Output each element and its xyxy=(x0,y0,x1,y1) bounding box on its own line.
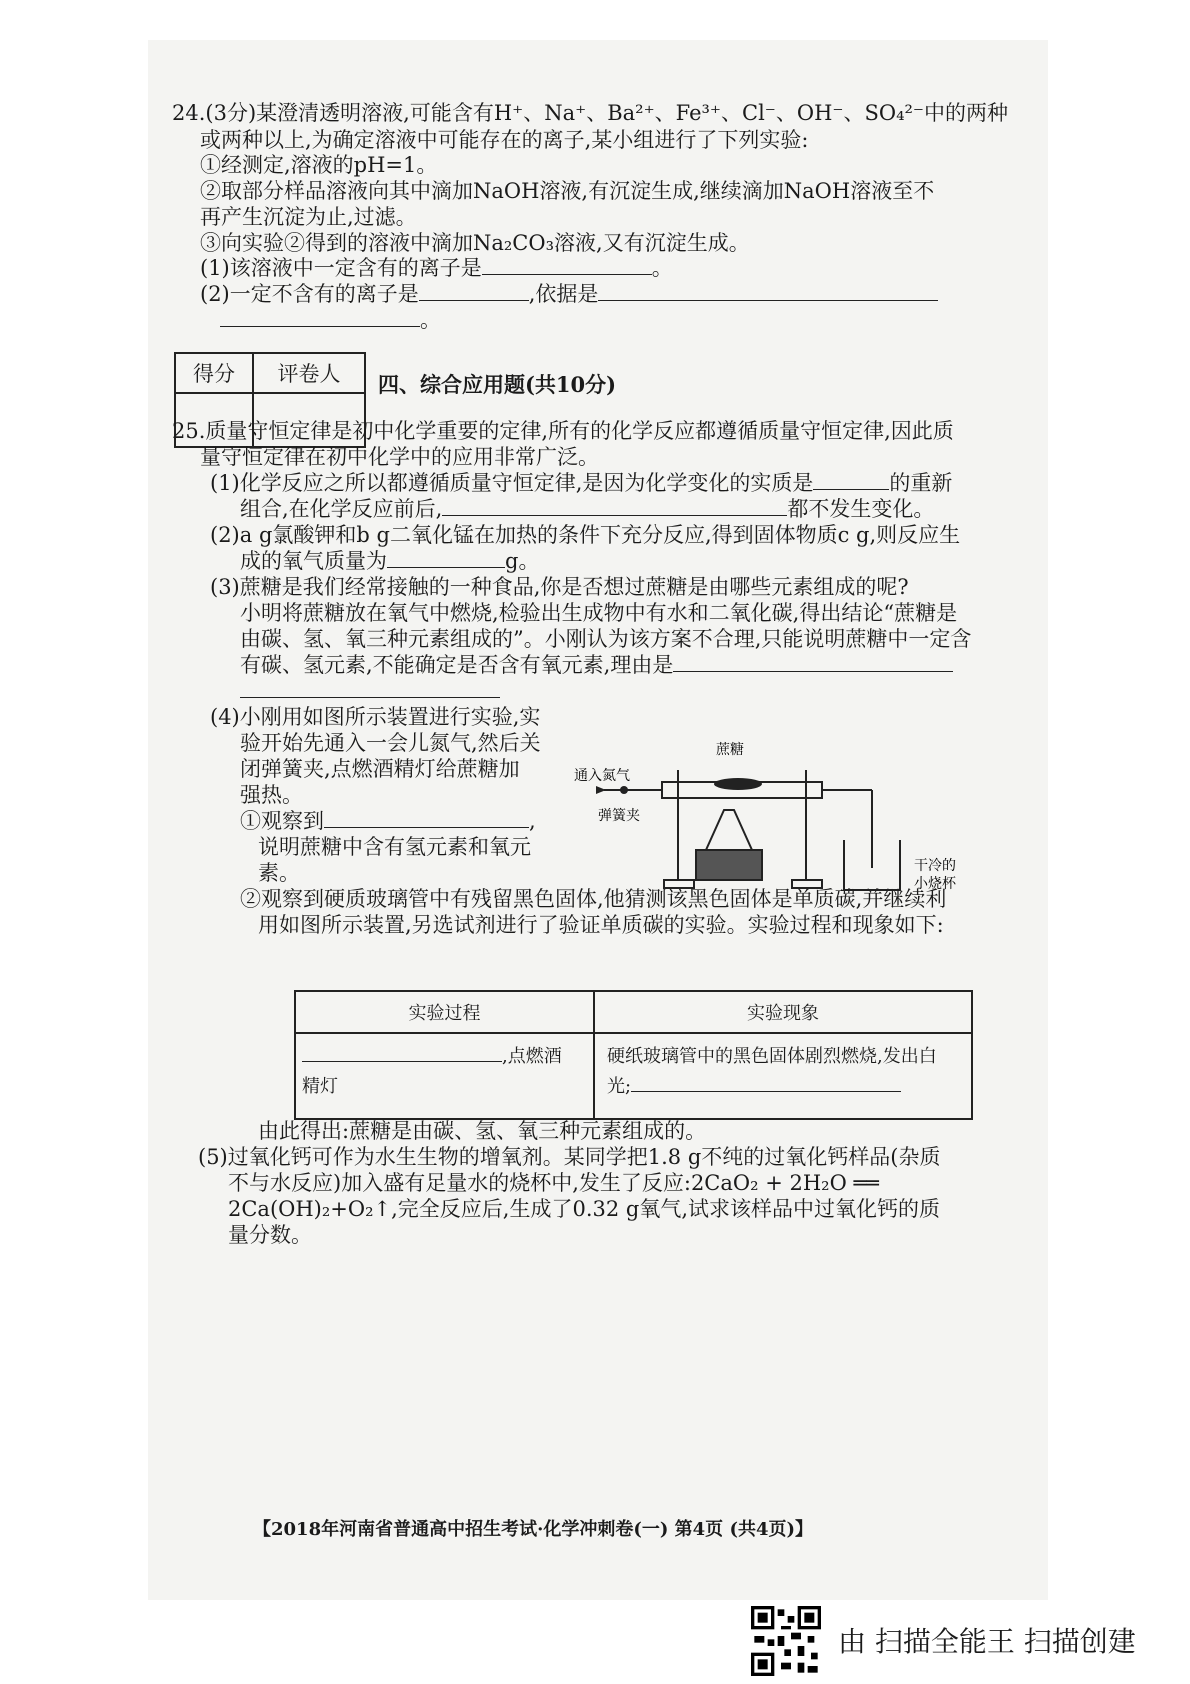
q25-p4a: (4)小刚用如图所示装置进行实验,实 xyxy=(210,705,541,729)
q24-sub1 xyxy=(200,255,673,281)
arrow-icon xyxy=(596,786,606,794)
q25-p4c: 闭弹簧夹,点燃酒精灯给蔗糖加 xyxy=(240,757,520,781)
answer-blank[interactable] xyxy=(598,282,938,301)
sugar-sample xyxy=(714,778,762,790)
q25-p1a-end: 的重新 xyxy=(889,471,953,495)
q25-p1b xyxy=(240,496,934,522)
q25-p3a: (3)蔗糖是我们经常接触的一种食品,你是否想过蔗糖是由哪些元素组成的呢? xyxy=(210,575,909,599)
answer-blank[interactable] xyxy=(631,1073,901,1092)
q24-step2a: ②取部分样品溶液向其中滴加NaOH溶液,有沉淀生成,继续滴加NaOH溶液至不 xyxy=(200,179,935,203)
q25-intro1: 25.质量守恒定律是初中化学重要的定律,所有的化学反应都遵循质量守恒定律,因此质 xyxy=(172,419,954,443)
q24-sub2 xyxy=(200,281,938,307)
q25-p5b: 不与水反应)加入盛有足量水的烧杯中,发生了反应:2CaO₂ + 2H₂O ══ xyxy=(228,1171,879,1195)
q25-p2b xyxy=(240,548,539,574)
q25-p4e-text: ①观察到 xyxy=(240,809,324,833)
answer-blank[interactable] xyxy=(419,282,529,301)
label-beaker-2: 小烧杯 xyxy=(914,876,956,892)
clamp-icon xyxy=(620,786,628,794)
qr-code-icon xyxy=(751,1606,821,1676)
q24-sub1-end: 。 xyxy=(651,256,673,280)
q25-p3b: 小明将蔗糖放在氧气中燃烧,检验出生成物中有水和二氧化碳,得出结论“蔗糖是 xyxy=(240,601,958,625)
q25-p4i: 用如图所示装置,另选试剂进行了验证单质碳的实验。实验过程和现象如下: xyxy=(258,913,944,937)
q25-intro2: 量守恒定律在初中化学中的应用非常广泛。 xyxy=(200,445,599,469)
answer-blank[interactable] xyxy=(240,679,500,698)
q25-p4g: 素。 xyxy=(258,861,300,885)
q25-p3c: 由碳、氢、氧三种元素组成的”。小刚认为该方案不合理,只能说明蔗糖中一定含 xyxy=(240,627,972,651)
answer-blank[interactable] xyxy=(673,653,953,672)
q25-p4e: ①观察到 , xyxy=(240,809,536,833)
section-heading: 四、综合应用题(共10分) xyxy=(378,372,617,397)
q25-p3d xyxy=(240,652,953,678)
experiment-table xyxy=(294,990,973,1120)
q24-sub2-cont xyxy=(220,307,441,333)
grader-label: 评卷人 xyxy=(253,353,365,393)
table-c1a: ,点燃酒 xyxy=(502,1046,562,1067)
page-footer: 【2018年河南省普通高中招生考试·化学冲刺卷(一) 第4页 (共4页)】 xyxy=(253,1519,814,1540)
q25-p1b-end: 都不发生变化。 xyxy=(787,497,935,521)
q25-p5d: 量分数。 xyxy=(228,1223,312,1247)
q25-p2b-end: g。 xyxy=(505,549,540,573)
q25-p3d-cont xyxy=(240,678,500,704)
q24-sub2-mid: ,依据是 xyxy=(528,282,599,306)
q25-conclusion: 由此得出:蔗糖是由碳、氢、氧三种元素组成的。 xyxy=(258,1119,707,1143)
q24-sub2-text: (2)一定不含有的离子是 xyxy=(200,282,419,306)
label-n2: 通入氮气 xyxy=(574,768,630,784)
table-cell-phenomenon xyxy=(594,1033,972,1119)
table-c2b: 光; xyxy=(607,1076,632,1097)
scanner-watermark: 由 扫描全能王 扫描创建 xyxy=(838,1625,1136,1658)
answer-blank[interactable] xyxy=(324,809,529,828)
q25-p4h: ②观察到硬质玻璃管中有残留黑色固体,他猜测该黑色固体是单质碳,并继续利 xyxy=(240,887,947,911)
q25-p1b-text: 组合,在化学反应前后, xyxy=(240,497,443,521)
q24-step2b: 再产生沉淀为止,过滤。 xyxy=(200,205,417,229)
q24-step3: ③向实验②得到的溶液中滴加Na₂CO₃溶液,又有沉淀生成。 xyxy=(200,231,750,255)
label-clip: 弹簧夹 xyxy=(598,808,640,824)
q25-p1a xyxy=(210,470,952,496)
q25-p1a-text: (1)化学反应之所以都遵循质量守恒定律,是因为化学变化的实质是 xyxy=(210,471,814,495)
q24-line1: 24.(3分)某澄清透明溶液,可能含有H⁺、Na⁺、Ba²⁺、Fe³⁺、Cl⁻、OH⁻、SO₄²⁻中的两种 xyxy=(172,101,1009,125)
q24-line2: 或两种以上,为确定溶液中可能存在的离子,某小组进行了下列实验: xyxy=(200,128,809,152)
answer-blank[interactable] xyxy=(482,256,652,275)
q25-p2a: (2)a g氯酸钾和b g二氧化锰在加热的条件下充分反应,得到固体物质c g,则反应生 xyxy=(210,523,961,547)
answer-blank[interactable] xyxy=(220,308,420,327)
q24-step1: ①经测定,溶液的pH=1。 xyxy=(200,153,438,177)
q25-p5c: 2Ca(OH)₂+O₂↑,完全反应后,生成了0.32 g氧气,试求该样品中过氧化钙的质 xyxy=(228,1197,941,1221)
q25-p3d-text: 有碳、氢元素,不能确定是否含有氧元素,理由是 xyxy=(240,653,674,677)
q25-p5a: (5)过氧化钙可作为水生生物的增氧剂。某同学把1.8 g不纯的过氧化钙样品(杂质 xyxy=(198,1145,941,1169)
table-cell-process xyxy=(295,1033,594,1119)
table-c1b: 精灯 xyxy=(302,1076,338,1097)
score-label: 得分 xyxy=(175,353,253,393)
answer-blank[interactable] xyxy=(387,549,505,568)
q24-sub2-end: 。 xyxy=(420,308,441,332)
answer-blank[interactable] xyxy=(442,497,787,516)
q25-p4b: 验开始先通入一会儿氮气,然后关 xyxy=(240,731,541,755)
q25-p4d: 强热。 xyxy=(240,783,303,807)
table-header-process: 实验过程 xyxy=(295,991,594,1033)
table-header-phenomenon: 实验现象 xyxy=(594,991,972,1033)
q24-sub1-text: (1)该溶液中一定含有的离子是 xyxy=(200,256,482,280)
label-sugar: 蔗糖 xyxy=(716,742,744,758)
q25-p2b-text: 成的氧气质量为 xyxy=(240,549,387,573)
answer-blank[interactable] xyxy=(302,1043,502,1062)
apparatus-diagram xyxy=(574,740,1044,910)
table-c2a: 硬纸玻璃管中的黑色固体剧烈燃烧,发出白 xyxy=(607,1046,937,1067)
label-beaker-1: 干冷的 xyxy=(914,858,956,874)
alcohol-lamp xyxy=(706,810,752,850)
q25-p4f: 说明蔗糖中含有氢元素和氧元 xyxy=(258,835,531,859)
answer-blank[interactable] xyxy=(813,471,889,490)
